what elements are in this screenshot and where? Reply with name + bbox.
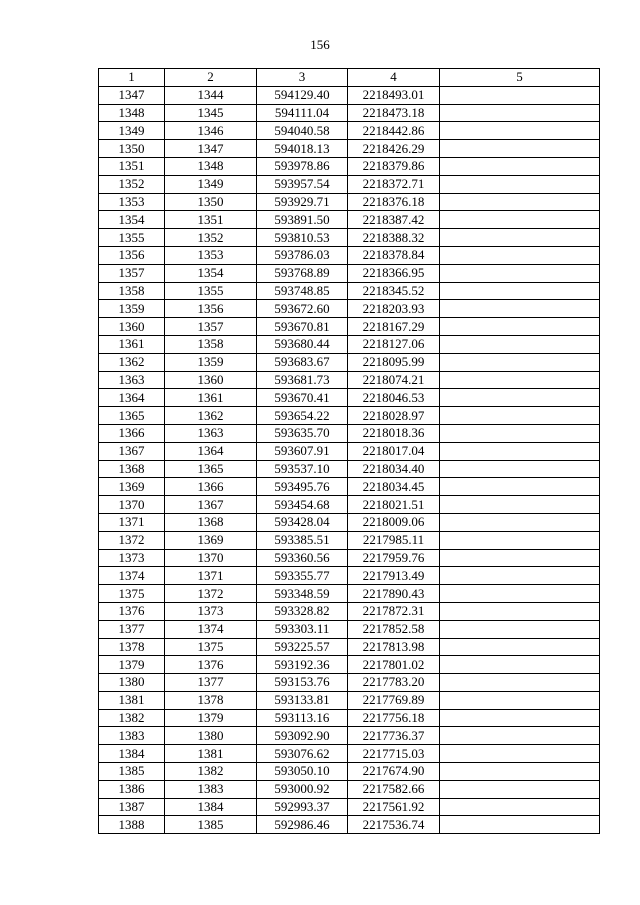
- cell-point-number: 1356: [99, 246, 165, 264]
- header-row: [99, 69, 600, 87]
- cell-x-coordinate: 593092.90: [257, 727, 348, 745]
- cell-x-coordinate: 593748.85: [257, 282, 348, 300]
- cell-note: [440, 656, 600, 674]
- cell-y-coordinate: 2217852.58: [348, 620, 440, 638]
- table-row: [99, 513, 600, 531]
- cell-x-coordinate: 593957.54: [257, 175, 348, 193]
- cell-y-coordinate: 2218388.32: [348, 229, 440, 247]
- cell-point-number: 1358: [99, 282, 165, 300]
- cell-point-number: 1350: [99, 140, 165, 158]
- cell-note: [440, 496, 600, 514]
- table-row: [99, 531, 600, 549]
- cell-point-number: 1378: [99, 638, 165, 656]
- cell-y-coordinate: 2217756.18: [348, 709, 440, 727]
- cell-prev-number: 1348: [165, 157, 257, 175]
- cell-note: [440, 246, 600, 264]
- cell-x-coordinate: 593050.10: [257, 763, 348, 781]
- cell-y-coordinate: 2217582.66: [348, 780, 440, 798]
- cell-point-number: 1362: [99, 353, 165, 371]
- cell-y-coordinate: 2217913.49: [348, 567, 440, 585]
- cell-point-number: 1388: [99, 816, 165, 834]
- cell-y-coordinate: 2218167.29: [348, 318, 440, 336]
- table-row: [99, 442, 600, 460]
- cell-prev-number: 1346: [165, 122, 257, 140]
- table-row: [99, 424, 600, 442]
- cell-x-coordinate: 593192.36: [257, 656, 348, 674]
- cell-prev-number: 1361: [165, 389, 257, 407]
- table-row: [99, 478, 600, 496]
- cell-y-coordinate: 2218018.36: [348, 424, 440, 442]
- cell-x-coordinate: 593537.10: [257, 460, 348, 478]
- cell-prev-number: 1376: [165, 656, 257, 674]
- cell-prev-number: 1359: [165, 353, 257, 371]
- cell-note: [440, 585, 600, 603]
- table-row: [99, 727, 600, 745]
- cell-x-coordinate: 594018.13: [257, 140, 348, 158]
- table-row: [99, 709, 600, 727]
- cell-point-number: 1369: [99, 478, 165, 496]
- cell-prev-number: 1385: [165, 816, 257, 834]
- cell-note: [440, 353, 600, 371]
- cell-x-coordinate: 593076.62: [257, 745, 348, 763]
- cell-note: [440, 122, 600, 140]
- cell-point-number: 1348: [99, 104, 165, 122]
- table-row: [99, 353, 600, 371]
- table-row: [99, 798, 600, 816]
- cell-prev-number: 1356: [165, 300, 257, 318]
- cell-y-coordinate: 2218372.71: [348, 175, 440, 193]
- cell-prev-number: 1358: [165, 335, 257, 353]
- cell-point-number: 1347: [99, 86, 165, 104]
- table-row: [99, 229, 600, 247]
- cell-y-coordinate: 2218378.84: [348, 246, 440, 264]
- cell-x-coordinate: 593328.82: [257, 602, 348, 620]
- cell-x-coordinate: 593113.16: [257, 709, 348, 727]
- cell-prev-number: 1366: [165, 478, 257, 496]
- table-row: [99, 86, 600, 104]
- cell-point-number: 1366: [99, 424, 165, 442]
- cell-prev-number: 1352: [165, 229, 257, 247]
- table-row: [99, 264, 600, 282]
- table-row: [99, 780, 600, 798]
- cell-x-coordinate: 593768.89: [257, 264, 348, 282]
- cell-note: [440, 567, 600, 585]
- cell-y-coordinate: 2217783.20: [348, 674, 440, 692]
- cell-note: [440, 211, 600, 229]
- table-row: [99, 335, 600, 353]
- cell-note: [440, 318, 600, 336]
- column-header-5: 5: [440, 69, 600, 87]
- cell-x-coordinate: 594040.58: [257, 122, 348, 140]
- cell-y-coordinate: 2217536.74: [348, 816, 440, 834]
- table-row: [99, 656, 600, 674]
- cell-x-coordinate: 593607.91: [257, 442, 348, 460]
- cell-point-number: 1368: [99, 460, 165, 478]
- cell-note: [440, 157, 600, 175]
- cell-point-number: 1355: [99, 229, 165, 247]
- cell-prev-number: 1360: [165, 371, 257, 389]
- cell-y-coordinate: 2217890.43: [348, 585, 440, 603]
- cell-note: [440, 407, 600, 425]
- table-row: [99, 104, 600, 122]
- cell-y-coordinate: 2218009.06: [348, 513, 440, 531]
- cell-note: [440, 620, 600, 638]
- cell-note: [440, 638, 600, 656]
- table-row: [99, 620, 600, 638]
- cell-note: [440, 140, 600, 158]
- table-row: [99, 246, 600, 264]
- cell-note: [440, 229, 600, 247]
- table-row: [99, 157, 600, 175]
- cell-x-coordinate: 593385.51: [257, 531, 348, 549]
- cell-x-coordinate: 593355.77: [257, 567, 348, 585]
- table-row: [99, 175, 600, 193]
- cell-prev-number: 1369: [165, 531, 257, 549]
- cell-prev-number: 1373: [165, 602, 257, 620]
- cell-y-coordinate: 2218034.45: [348, 478, 440, 496]
- cell-prev-number: 1367: [165, 496, 257, 514]
- table-body: [99, 86, 600, 833]
- table-row: [99, 602, 600, 620]
- cell-x-coordinate: 592986.46: [257, 816, 348, 834]
- cell-prev-number: 1363: [165, 424, 257, 442]
- table-row: [99, 763, 600, 781]
- cell-note: [440, 816, 600, 834]
- table-row: [99, 193, 600, 211]
- cell-prev-number: 1380: [165, 727, 257, 745]
- cell-note: [440, 300, 600, 318]
- cell-note: [440, 371, 600, 389]
- cell-y-coordinate: 2218028.97: [348, 407, 440, 425]
- cell-y-coordinate: 2218376.18: [348, 193, 440, 211]
- table-row: [99, 389, 600, 407]
- cell-note: [440, 513, 600, 531]
- cell-x-coordinate: 593683.67: [257, 353, 348, 371]
- cell-note: [440, 763, 600, 781]
- cell-y-coordinate: 2218034.40: [348, 460, 440, 478]
- cell-point-number: 1372: [99, 531, 165, 549]
- cell-point-number: 1349: [99, 122, 165, 140]
- cell-point-number: 1354: [99, 211, 165, 229]
- cell-prev-number: 1355: [165, 282, 257, 300]
- cell-point-number: 1382: [99, 709, 165, 727]
- cell-prev-number: 1344: [165, 86, 257, 104]
- table-row: [99, 638, 600, 656]
- cell-x-coordinate: 594111.04: [257, 104, 348, 122]
- cell-point-number: 1375: [99, 585, 165, 603]
- cell-prev-number: 1375: [165, 638, 257, 656]
- table-row: [99, 122, 600, 140]
- cell-x-coordinate: 593810.53: [257, 229, 348, 247]
- cell-x-coordinate: 593635.70: [257, 424, 348, 442]
- cell-point-number: 1384: [99, 745, 165, 763]
- cell-point-number: 1376: [99, 602, 165, 620]
- cell-point-number: 1374: [99, 567, 165, 585]
- cell-point-number: 1373: [99, 549, 165, 567]
- cell-y-coordinate: 2218442.86: [348, 122, 440, 140]
- cell-x-coordinate: 593225.57: [257, 638, 348, 656]
- table-row: [99, 371, 600, 389]
- cell-y-coordinate: 2217813.98: [348, 638, 440, 656]
- cell-point-number: 1351: [99, 157, 165, 175]
- cell-prev-number: 1362: [165, 407, 257, 425]
- table-row: [99, 816, 600, 834]
- table-row: [99, 674, 600, 692]
- cell-note: [440, 389, 600, 407]
- cell-x-coordinate: 593360.56: [257, 549, 348, 567]
- coordinates-table: [98, 68, 600, 834]
- cell-note: [440, 602, 600, 620]
- cell-note: [440, 264, 600, 282]
- cell-point-number: 1353: [99, 193, 165, 211]
- cell-point-number: 1381: [99, 691, 165, 709]
- cell-point-number: 1359: [99, 300, 165, 318]
- cell-note: [440, 745, 600, 763]
- cell-prev-number: 1364: [165, 442, 257, 460]
- cell-note: [440, 798, 600, 816]
- table-row: [99, 567, 600, 585]
- cell-point-number: 1367: [99, 442, 165, 460]
- cell-y-coordinate: 2217872.31: [348, 602, 440, 620]
- cell-point-number: 1364: [99, 389, 165, 407]
- cell-prev-number: 1384: [165, 798, 257, 816]
- column-header-1: 1: [99, 69, 165, 87]
- cell-prev-number: 1383: [165, 780, 257, 798]
- table-row: [99, 211, 600, 229]
- cell-y-coordinate: 2218345.52: [348, 282, 440, 300]
- table-row: [99, 282, 600, 300]
- cell-prev-number: 1349: [165, 175, 257, 193]
- cell-note: [440, 193, 600, 211]
- cell-y-coordinate: 2218387.42: [348, 211, 440, 229]
- table-row: [99, 691, 600, 709]
- cell-point-number: 1383: [99, 727, 165, 745]
- cell-y-coordinate: 2218366.95: [348, 264, 440, 282]
- cell-x-coordinate: 593978.86: [257, 157, 348, 175]
- cell-prev-number: 1381: [165, 745, 257, 763]
- table-row: [99, 407, 600, 425]
- cell-x-coordinate: 592993.37: [257, 798, 348, 816]
- cell-prev-number: 1374: [165, 620, 257, 638]
- cell-y-coordinate: 2217561.92: [348, 798, 440, 816]
- page-number: 156: [310, 37, 330, 52]
- cell-x-coordinate: 593133.81: [257, 691, 348, 709]
- cell-x-coordinate: 593681.73: [257, 371, 348, 389]
- cell-point-number: 1385: [99, 763, 165, 781]
- table-row: [99, 585, 600, 603]
- cell-note: [440, 531, 600, 549]
- cell-y-coordinate: 2217674.90: [348, 763, 440, 781]
- cell-note: [440, 282, 600, 300]
- cell-point-number: 1363: [99, 371, 165, 389]
- cell-note: [440, 335, 600, 353]
- cell-prev-number: 1371: [165, 567, 257, 585]
- cell-note: [440, 478, 600, 496]
- cell-y-coordinate: 2218017.04: [348, 442, 440, 460]
- table-row: [99, 140, 600, 158]
- cell-prev-number: 1365: [165, 460, 257, 478]
- cell-note: [440, 424, 600, 442]
- cell-prev-number: 1345: [165, 104, 257, 122]
- cell-y-coordinate: 2218046.53: [348, 389, 440, 407]
- cell-note: [440, 460, 600, 478]
- cell-note: [440, 175, 600, 193]
- cell-note: [440, 780, 600, 798]
- cell-prev-number: 1353: [165, 246, 257, 264]
- cell-point-number: 1386: [99, 780, 165, 798]
- cell-x-coordinate: 593428.04: [257, 513, 348, 531]
- cell-note: [440, 727, 600, 745]
- table-row: [99, 496, 600, 514]
- cell-x-coordinate: 593000.92: [257, 780, 348, 798]
- cell-y-coordinate: 2218493.01: [348, 86, 440, 104]
- cell-y-coordinate: 2218021.51: [348, 496, 440, 514]
- cell-y-coordinate: 2218426.29: [348, 140, 440, 158]
- cell-prev-number: 1370: [165, 549, 257, 567]
- cell-note: [440, 709, 600, 727]
- cell-point-number: 1371: [99, 513, 165, 531]
- cell-prev-number: 1377: [165, 674, 257, 692]
- cell-y-coordinate: 2217736.37: [348, 727, 440, 745]
- cell-y-coordinate: 2217959.76: [348, 549, 440, 567]
- cell-y-coordinate: 2217769.89: [348, 691, 440, 709]
- table-row: [99, 745, 600, 763]
- cell-point-number: 1377: [99, 620, 165, 638]
- cell-note: [440, 86, 600, 104]
- cell-point-number: 1352: [99, 175, 165, 193]
- cell-y-coordinate: 2218473.18: [348, 104, 440, 122]
- cell-y-coordinate: 2218203.93: [348, 300, 440, 318]
- table-row: [99, 460, 600, 478]
- cell-prev-number: 1368: [165, 513, 257, 531]
- cell-point-number: 1361: [99, 335, 165, 353]
- cell-x-coordinate: 593153.76: [257, 674, 348, 692]
- table-row: [99, 549, 600, 567]
- cell-prev-number: 1379: [165, 709, 257, 727]
- cell-prev-number: 1378: [165, 691, 257, 709]
- cell-y-coordinate: 2217715.03: [348, 745, 440, 763]
- cell-x-coordinate: 594129.40: [257, 86, 348, 104]
- cell-point-number: 1357: [99, 264, 165, 282]
- cell-x-coordinate: 593786.03: [257, 246, 348, 264]
- cell-x-coordinate: 593348.59: [257, 585, 348, 603]
- table-row: [99, 318, 600, 336]
- cell-y-coordinate: 2218095.99: [348, 353, 440, 371]
- cell-x-coordinate: 593303.11: [257, 620, 348, 638]
- cell-y-coordinate: 2218379.86: [348, 157, 440, 175]
- cell-note: [440, 104, 600, 122]
- cell-note: [440, 691, 600, 709]
- cell-x-coordinate: 593495.76: [257, 478, 348, 496]
- cell-point-number: 1387: [99, 798, 165, 816]
- column-header-2: 2: [165, 69, 257, 87]
- cell-x-coordinate: 593670.81: [257, 318, 348, 336]
- cell-point-number: 1380: [99, 674, 165, 692]
- cell-y-coordinate: 2217801.02: [348, 656, 440, 674]
- cell-point-number: 1360: [99, 318, 165, 336]
- cell-x-coordinate: 593670.41: [257, 389, 348, 407]
- cell-x-coordinate: 593680.44: [257, 335, 348, 353]
- cell-y-coordinate: 2218074.21: [348, 371, 440, 389]
- table-header: [99, 69, 600, 87]
- cell-note: [440, 674, 600, 692]
- cell-prev-number: 1350: [165, 193, 257, 211]
- cell-y-coordinate: 2218127.06: [348, 335, 440, 353]
- cell-x-coordinate: 593654.22: [257, 407, 348, 425]
- cell-note: [440, 549, 600, 567]
- table-row: [99, 300, 600, 318]
- column-header-4: 4: [348, 69, 440, 87]
- cell-prev-number: 1357: [165, 318, 257, 336]
- column-header-3: 3: [257, 69, 348, 87]
- cell-point-number: 1365: [99, 407, 165, 425]
- cell-x-coordinate: 593672.60: [257, 300, 348, 318]
- cell-prev-number: 1382: [165, 763, 257, 781]
- cell-note: [440, 442, 600, 460]
- cell-point-number: 1370: [99, 496, 165, 514]
- cell-x-coordinate: 593929.71: [257, 193, 348, 211]
- cell-y-coordinate: 2217985.11: [348, 531, 440, 549]
- cell-x-coordinate: 593454.68: [257, 496, 348, 514]
- cell-x-coordinate: 593891.50: [257, 211, 348, 229]
- cell-prev-number: 1372: [165, 585, 257, 603]
- cell-prev-number: 1351: [165, 211, 257, 229]
- cell-point-number: 1379: [99, 656, 165, 674]
- cell-prev-number: 1347: [165, 140, 257, 158]
- cell-prev-number: 1354: [165, 264, 257, 282]
